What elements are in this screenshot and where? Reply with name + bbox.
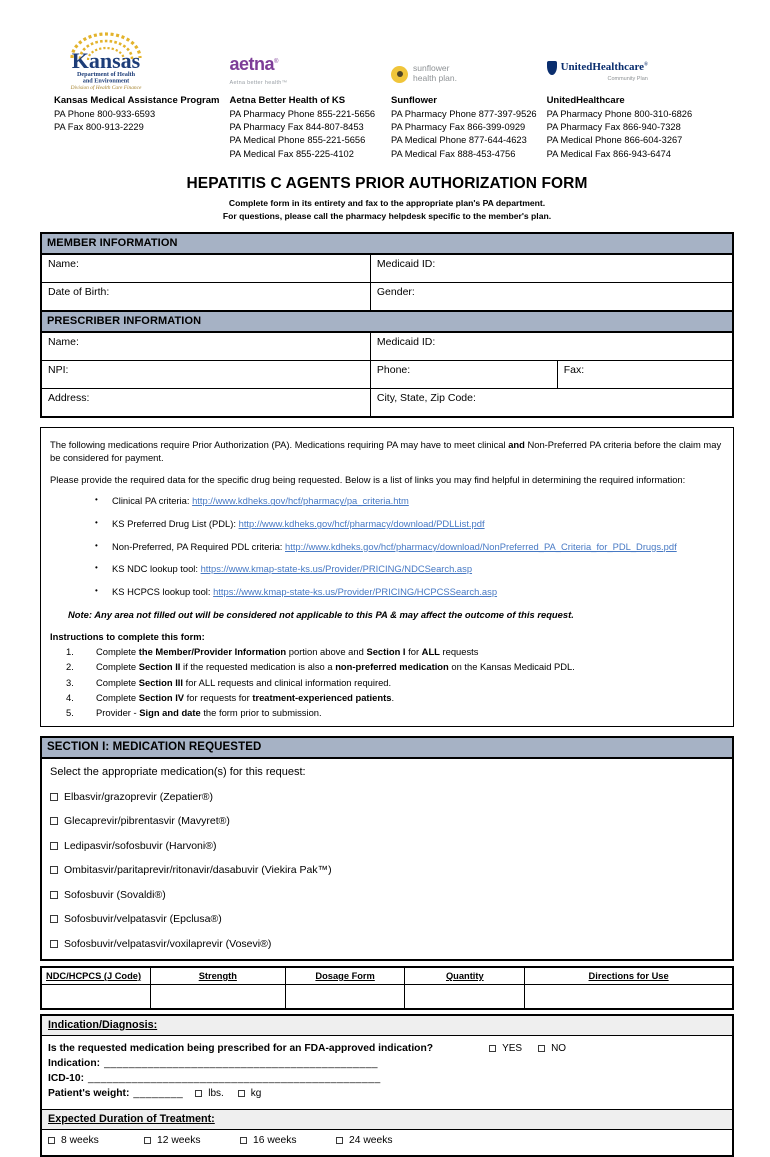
indication-body: [42, 1036, 732, 1110]
plan-sunflower: [391, 30, 547, 161]
checkbox-icon[interactable]: [50, 891, 58, 899]
expected-duration-header: Expected Duration of Treatment:: [42, 1110, 732, 1130]
prescriber-fax-field: Fax:: [557, 360, 733, 388]
ndc-detail-table: [40, 966, 734, 1010]
kansas-dhe-logo: [54, 30, 229, 90]
checkbox-icon[interactable]: [48, 1137, 55, 1144]
member-gender-field: Gender:: [370, 282, 733, 311]
checkbox-icon[interactable]: [238, 1090, 245, 1097]
aetna-medical-phone: PA Medical Phone 855-221-5656: [229, 135, 366, 146]
duration-8-weeks: 8 weeks: [48, 1135, 144, 1146]
aetna-medical-fax: PA Medical Fax 855-225-4102: [229, 148, 354, 159]
medication-option-sovaldi: Sofosbuvir (Sovaldi®): [50, 889, 724, 901]
col-header-ndc: NDC/HCPCS (J Code): [41, 967, 150, 985]
resource-link-item: [95, 585, 723, 599]
member-dob-field: Date of Birth:: [41, 282, 370, 311]
plan-uhc: [547, 30, 734, 161]
fda-question: Is the requested medication being prescribed for an FDA-approved indication?: [48, 1042, 434, 1054]
sunflower-logo: [391, 30, 547, 90]
form-subtitle: [40, 197, 734, 223]
uhc-medical-phone: PA Medical Phone 866-604-3267: [546, 135, 683, 146]
checkbox-icon[interactable]: [336, 1137, 343, 1144]
yes-option: YES: [489, 1043, 522, 1054]
link-label: Clinical PA criteria:: [112, 495, 193, 507]
resource-link-item: [95, 494, 723, 508]
aetna-pharmacy-fax: PA Pharmacy Fax 844-807-8453: [229, 122, 364, 133]
form-subtitle-line1: Complete form in its entirety and fax to the appropriate plan's PA department.: [228, 197, 546, 208]
icd10-field-row: [48, 1073, 726, 1084]
bullet-icon: •: [95, 540, 98, 550]
medication-select-box: [40, 759, 734, 961]
uhc-pharmacy-phone: PA Pharmacy Phone 800-310-6826: [546, 109, 693, 119]
duration-24-weeks: 24 weeks: [336, 1135, 432, 1146]
sunflower-logo-line1: sunflower: [413, 63, 450, 74]
medication-option-epclusa: Sofosbuvir/velpatasvir (Epclusa®): [50, 913, 724, 925]
notice-paragraph-2: Please provide the required data for the specific drug being requested. Below is a list of links you may find helpful in determining the required information:: [50, 473, 686, 485]
indication-diagnosis-box: [40, 1014, 734, 1157]
bullet-icon: •: [95, 518, 98, 528]
patient-weight-row: [48, 1088, 726, 1099]
checkbox-icon[interactable]: [50, 817, 58, 825]
checkbox-icon[interactable]: [50, 793, 58, 801]
duration-12-weeks: 12 weeks: [144, 1135, 240, 1146]
instruction-item-3: 3. Complete Section III for ALL requests and clinical information required.: [66, 676, 392, 688]
medication-option-zepatier: Elbasvir/grazoprevir (Zepatier®): [50, 791, 724, 803]
aetna-logo-tagline: Aetna better health™: [229, 80, 288, 86]
medication-option-harvoni: Ledipasvir/sofosbuvir (Harvoni®): [50, 840, 724, 852]
prescriber-information-header: PRESCRIBER INFORMATION: [41, 311, 733, 332]
plan-name-kmap: Kansas Medical Assistance Program: [54, 95, 220, 106]
link-label: Non-Preferred, PA Required PDL criteria:: [112, 540, 285, 552]
sunflower-pharmacy-phone: PA Pharmacy Phone 877-397-9526: [391, 109, 537, 119]
note-warning: Note: Any area not filled out will be considered not applicable to this PA & may affect the outcome of this request.: [68, 608, 574, 620]
resource-link-item: [95, 540, 723, 554]
sunflower-flower-icon: [391, 66, 408, 83]
nonpreferred-pdl-criteria-link[interactable]: http://www.kdheks.gov/hcf/pharmacy/download/NonPreferred_PA_Criteria_for_PDL_Drugs.pdf: [285, 540, 677, 552]
strength-cell[interactable]: [150, 984, 285, 1009]
patient-weight-label: Patient's weight:: [48, 1087, 130, 1099]
registered-mark-icon: ®: [644, 62, 648, 68]
kmap-pa-fax: PA Fax 800-913-2229: [54, 122, 144, 133]
instruction-item-4: 4. Complete Section IV for requests for treatment-experienced patients.: [66, 691, 395, 703]
plan-name-aetna: Aetna Better Health of KS: [229, 95, 346, 106]
plan-name-sunflower: Sunflower: [391, 95, 437, 106]
prescriber-address-field: Address:: [41, 388, 370, 417]
col-header-strength: Strength: [150, 967, 285, 985]
member-name-field: Name:: [41, 254, 370, 283]
plan-aetna: [229, 30, 391, 161]
uhc-shield-icon: [547, 61, 557, 75]
form-title: HEPATITIS C AGENTS PRIOR AUTHORIZATION FORM: [186, 174, 588, 192]
col-header-directions: Directions for Use: [525, 967, 733, 985]
prescriber-name-field: Name:: [41, 332, 370, 361]
plan-header-row: [54, 30, 734, 161]
checkbox-icon[interactable]: [144, 1137, 151, 1144]
kg-option: kg: [238, 1088, 262, 1099]
kansas-logo-dept2: and Environment: [82, 77, 130, 85]
duration-16-weeks: 16 weeks: [240, 1135, 336, 1146]
sunflower-medical-fax: PA Medical Fax 888-453-4756: [391, 148, 516, 159]
directions-cell[interactable]: [525, 984, 733, 1009]
instruction-item-5: 5. Provider - Sign and date the form prior to submission.: [66, 706, 322, 718]
link-label: KS NDC lookup tool:: [112, 563, 201, 575]
section1-header: SECTION I: MEDICATION REQUESTED: [40, 736, 734, 759]
prescriber-medicaid-id-field: Medicaid ID:: [370, 332, 733, 361]
medication-select-intro: Select the appropriate medication(s) for this request:: [50, 766, 306, 779]
checkbox-icon[interactable]: [50, 940, 58, 948]
checkbox-icon[interactable]: [538, 1045, 545, 1052]
resource-link-item: [95, 562, 723, 576]
indication-field-row: [48, 1058, 726, 1069]
kansas-logo-graphic: [54, 32, 158, 90]
resource-link-item: [95, 517, 723, 531]
fda-indication-question-row: [48, 1043, 726, 1054]
prescriber-city-state-zip-field: City, State, Zip Code:: [370, 388, 733, 417]
uhc-pharmacy-fax: PA Pharmacy Fax 866-940-7328: [546, 122, 681, 133]
bullet-icon: •: [95, 563, 98, 573]
notice-box: [40, 427, 734, 728]
uhc-logo: [547, 30, 734, 90]
plan-kmap: [54, 30, 229, 161]
no-option: NO: [538, 1043, 566, 1054]
sunflower-pharmacy-fax: PA Pharmacy Fax 866-399-0929: [391, 122, 526, 133]
checkbox-icon[interactable]: [50, 915, 58, 923]
sunflower-logo-line2: health plan.: [413, 73, 457, 84]
bullet-icon: •: [95, 495, 98, 505]
bullet-icon: •: [95, 585, 98, 595]
icd10-blank-line[interactable]: _______________________________________________: [88, 1072, 381, 1084]
indication-label: Indication:: [48, 1057, 101, 1069]
weight-blank-line[interactable]: ________: [133, 1087, 184, 1099]
col-header-dosage-form: Dosage Form: [285, 967, 405, 985]
duration-options-row: [42, 1130, 732, 1155]
checkbox-icon[interactable]: [195, 1090, 202, 1097]
aetna-pharmacy-phone: PA Pharmacy Phone 855-221-5656: [229, 109, 376, 119]
uhc-medical-fax: PA Medical Fax 866-943-6474: [546, 148, 671, 159]
ndc-cell[interactable]: [41, 984, 150, 1009]
form-subtitle-line2: For questions, please call the pharmacy helpdesk specific to the member's plan.: [222, 210, 552, 221]
pdl-list-link[interactable]: http://www.kdheks.gov/hcf/pharmacy/download/PDLList.pdf: [238, 518, 485, 530]
aetna-logo: [229, 30, 391, 90]
sunflower-medical-phone: PA Medical Phone 877-644-4623: [391, 135, 527, 146]
kansas-logo-dept1: Department of Health: [76, 71, 136, 78]
instructions-title: Instructions to complete this form:: [50, 631, 205, 643]
uhc-logo-tagline: Community Plan: [607, 76, 648, 82]
checkbox-icon[interactable]: [489, 1045, 496, 1052]
dosage-form-cell[interactable]: [285, 984, 405, 1009]
ndc-entry-row: [41, 984, 733, 1009]
quantity-cell[interactable]: [405, 984, 525, 1009]
medication-option-mavyret: Glecaprevir/pibrentasvir (Mavyret®): [50, 815, 724, 827]
link-label: KS Preferred Drug List (PDL):: [112, 518, 239, 530]
link-label: KS HCPCS lookup tool:: [112, 585, 214, 597]
checkbox-icon[interactable]: [240, 1137, 247, 1144]
indication-blank-line[interactable]: ____________________________________________: [104, 1057, 379, 1069]
uhc-logo-word: UnitedHealthcare: [560, 61, 645, 73]
clinical-pa-criteria-link[interactable]: http://www.kdheks.gov/hcf/pharmacy/pa_criteria.htm: [192, 495, 409, 507]
checkbox-icon[interactable]: [50, 842, 58, 850]
kmap-pa-phone: PA Phone 800-933-6593: [54, 109, 156, 119]
medication-option-vosevi: Sofosbuvir/velpatasvir/voxilaprevir (Vosevi®): [50, 938, 724, 950]
instruction-item-2: 2. Complete Section II if the requested medication is also a non-preferred medication on the Kansas Medicaid PDL.: [66, 661, 575, 673]
lbs-option: lbs.: [195, 1088, 224, 1099]
hcpcs-lookup-link[interactable]: https://www.kmap-state-ks.us/Provider/PRICING/HCPCSSearch.asp: [213, 585, 498, 597]
notice-paragraph-1: The following medications require Prior Authorization (PA). Medications requiring PA may have to meet clinical and Non-Preferred PA criteria before the claim may be considered for payment.: [50, 438, 722, 464]
kansas-logo-word: Kansas: [71, 48, 141, 73]
ndc-lookup-link[interactable]: https://www.kmap-state-ks.us/Provider/PRICING/NDCSearch.asp: [200, 563, 473, 575]
member-prescriber-table: [40, 232, 734, 418]
medication-option-viekira-pak: Ombitasvir/paritaprevir/ritonavir/dasabuvir (Viekira Pak™): [50, 864, 724, 876]
checkbox-icon[interactable]: [50, 866, 58, 874]
instruction-item-1: 1. Complete the Member/Provider Information portion above and Section I for ALL requests: [66, 646, 479, 658]
icd10-label: ICD-10:: [48, 1072, 85, 1084]
member-medicaid-id-field: Medicaid ID:: [370, 254, 733, 283]
aetna-logo-word: aetna: [229, 54, 275, 74]
prescriber-phone-field: Phone:: [370, 360, 557, 388]
plan-name-uhc: UnitedHealthcare: [546, 95, 625, 106]
col-header-quantity: Quantity: [405, 967, 525, 985]
member-information-header: MEMBER INFORMATION: [41, 233, 733, 254]
prescriber-npi-field: NPI:: [41, 360, 370, 388]
indication-diagnosis-header: Indication/Diagnosis:: [42, 1016, 732, 1036]
registered-mark-icon: ®: [274, 59, 278, 65]
kansas-logo-division: Division of Health Care Finance: [70, 85, 142, 90]
